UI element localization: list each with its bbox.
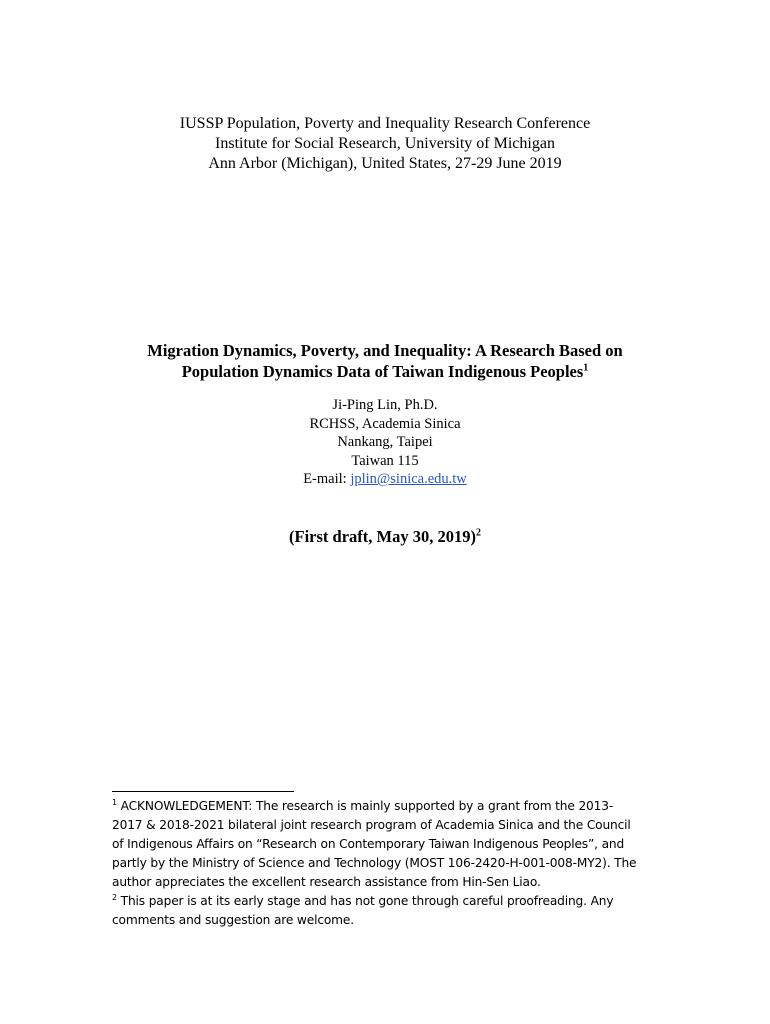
footnote-2 bbox=[112, 892, 672, 930]
footnote-1-line: of Indigenous Affairs on “Research on Contemporary Taiwan Indigenous Peoples”, and bbox=[112, 837, 625, 851]
footnote-2-line: comments and suggestion are welcome. bbox=[112, 913, 354, 927]
draft-note-text: (First draft, May 30, 2019) bbox=[289, 527, 476, 546]
footnote-divider bbox=[112, 791, 294, 792]
conference-header bbox=[0, 114, 770, 174]
footnotes bbox=[112, 797, 672, 930]
email-label: E-mail: bbox=[303, 471, 351, 487]
footnote-1-line: author appreciates the excellent research assistance from Hin-Sen Liao. bbox=[112, 875, 541, 889]
footnote-1-line: 2017 & 2018-2021 bilateral joint research program of Academia Sinica and the Council bbox=[112, 818, 631, 832]
conference-name: IUSSP Population, Poverty and Inequality Research Conference bbox=[179, 115, 591, 132]
footnote-ref-1: 1 bbox=[583, 362, 589, 374]
footnote-1-marker: 1 bbox=[112, 797, 117, 807]
paper-title-line-2-text: Population Dynamics Data of Taiwan Indigenous Peoples bbox=[181, 362, 584, 381]
paper-title-line-1: Migration Dynamics, Poverty, and Inequality: A Research Based on bbox=[147, 341, 623, 360]
paper-title-line-2 bbox=[0, 361, 770, 382]
footnote-ref-2: 2 bbox=[475, 527, 481, 539]
footnote-1 bbox=[112, 797, 672, 892]
footnote-2-marker: 2 bbox=[112, 892, 117, 902]
author-affiliation: RCHSS, Academia Sinica bbox=[309, 415, 461, 432]
author-name: Ji-Ping Lin, Ph.D. bbox=[332, 397, 438, 413]
email-link[interactable]: jplin@sinica.edu.tw bbox=[350, 471, 467, 487]
author-city: Nankang, Taipei bbox=[337, 434, 433, 450]
paper-title bbox=[0, 340, 770, 382]
footnote-1-line: partly by the Ministry of Science and Technology (MOST 106-2420-H-001-008-MY2). The bbox=[112, 856, 637, 870]
author-country: Taiwan 115 bbox=[351, 452, 419, 469]
author-block bbox=[0, 396, 770, 489]
author-email-line bbox=[0, 470, 770, 489]
conference-location-date: Ann Arbor (Michigan), United States, 27-29 June 2019 bbox=[208, 155, 562, 172]
footnote-1-line: ACKNOWLEDGEMENT: The research is mainly supported by a grant from the 2013- bbox=[116, 799, 614, 813]
conference-institute: Institute for Social Research, University of Michigan bbox=[215, 135, 555, 152]
draft-note bbox=[0, 527, 770, 547]
footnote-2-line: This paper is at its early stage and has not gone through careful proofreading. Any bbox=[116, 894, 614, 908]
